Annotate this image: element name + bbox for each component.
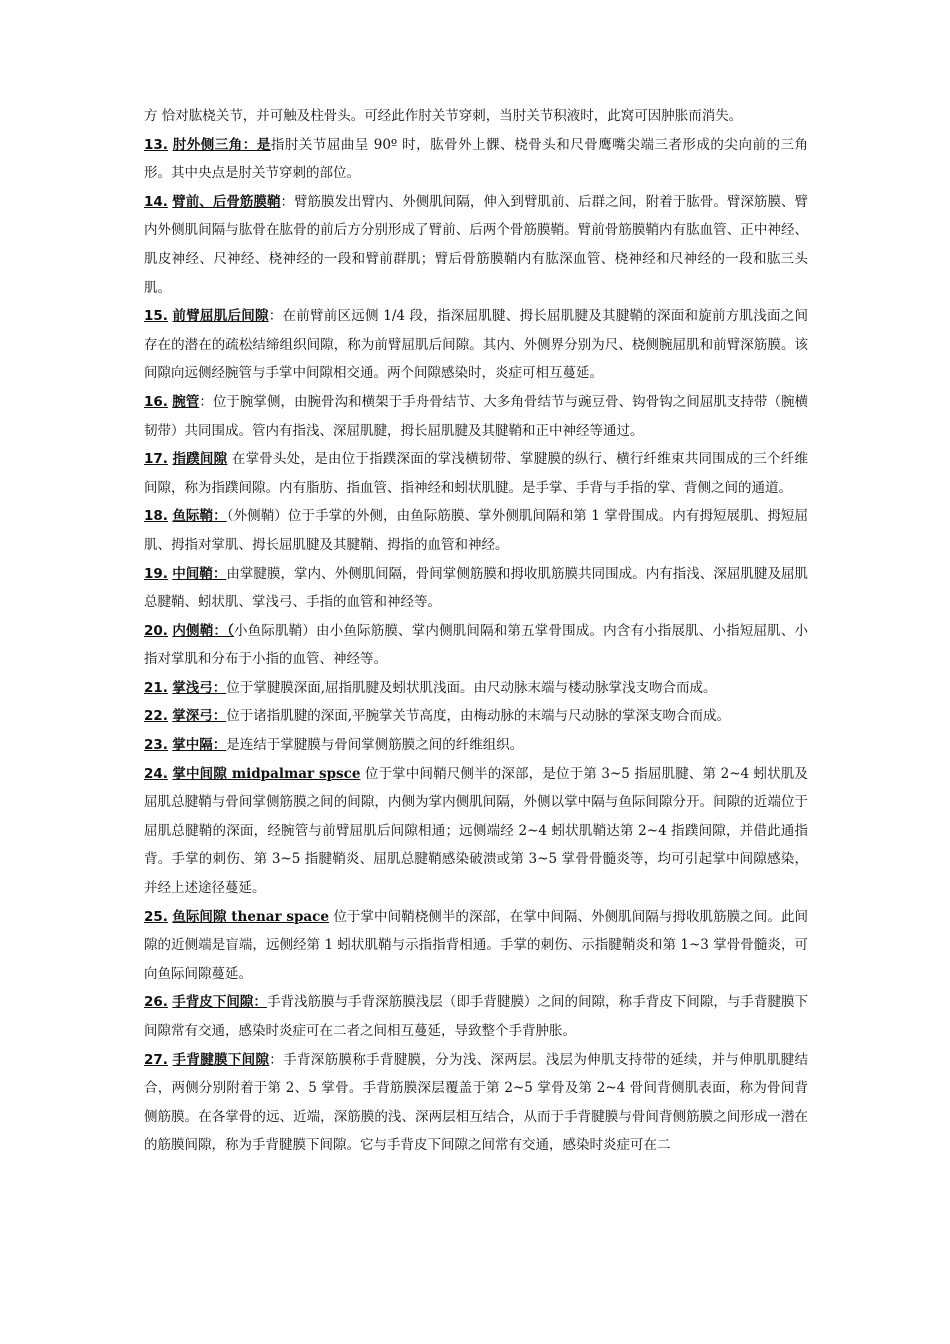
item-number: 21. bbox=[144, 679, 168, 696]
paragraph-body: ：手背深筋膜称手背腱膜，分为浅、深两层。浅层为伸肌支持带的延续，并与伸肌肌腱结合，两侧分别附着于第 2、5 掌骨。手背筋膜深层覆盖于第 2~5 掌骨及第 2~4 骨间背侧肌表面，称为骨间背侧筋膜。在各掌骨的远、近端，深筋膜的浅、深两层相互结合，从而于手背腱膜与骨间背侧筋膜之间形成一潜在的筋膜间隙，称为手背腱膜下间隙。它与手背皮下间隙之间常有交通，感染时炎症可在二 bbox=[144, 1051, 809, 1154]
paragraph-body: 由掌腱膜，掌内、外侧肌间隔，骨间掌侧筋膜和拇收肌筋膜共同围成。内有指浅、深屈肌腱及屈肌总腱鞘、蚓状肌、掌浅弓、手指的血管和神经等。 bbox=[144, 565, 809, 611]
paragraph-body: 是连结于掌腱膜与骨间掌侧筋膜之间的纤维组织。 bbox=[226, 737, 524, 754]
term-heading: 手背皮下间隙： bbox=[172, 994, 267, 1011]
paragraph-body: ：臂筋膜发出臂内、外侧肌间隔，伸入到臂肌前、后群之间，附着于肱骨。臂深筋膜、臂内外侧肌间隔与肱骨在肱骨的前后方分别形成了臂前、后两个骨筋膜鞘。臂前骨筋膜鞘内有肱血管、正中神经、肌皮神经、尺神经、桡神经的一段和臂前群肌；臂后骨筋膜鞘内有肱深血管、桡神经和尺神经的一段和肱三头肌。 bbox=[144, 193, 809, 296]
paragraph bbox=[144, 903, 808, 989]
paragraph bbox=[144, 102, 808, 131]
term-heading: 肘外侧三角：是 bbox=[172, 136, 271, 153]
paragraph bbox=[144, 1046, 808, 1160]
item-number: 14. bbox=[144, 193, 168, 210]
item-number: 19. bbox=[144, 565, 168, 582]
paragraph-body: 位于诸指肌腱的深面,平腕掌关节高度，由梅动脉的末端与尺动脉的掌深支吻合而成。 bbox=[226, 708, 731, 725]
paragraph-body: 手背浅筋膜与手背深筋膜浅层（即手背腱膜）之间的间隙，称手背皮下间隙，与手背腱膜下间隙常有交通，感染时炎症可在二者之间相互蔓延，导致整个手背肿胀。 bbox=[144, 994, 809, 1039]
term-heading: 臂前、后骨筋膜鞘 bbox=[172, 193, 281, 210]
term-heading: 掌中隔： bbox=[172, 737, 227, 754]
term-heading: 前臂屈肌后间隙 bbox=[172, 308, 269, 325]
term-heading: 手背腱膜下间隙 bbox=[172, 1051, 270, 1068]
term-heading: 鱼际间隙 thenar space bbox=[172, 908, 329, 925]
paragraph bbox=[144, 560, 808, 617]
paragraph bbox=[144, 131, 808, 188]
term-heading: 指蹼间隙 bbox=[172, 451, 228, 468]
term-heading: 内侧鞘：（ bbox=[172, 622, 234, 639]
term-heading: 掌中间隙 midpalmar spsce bbox=[172, 765, 361, 782]
paragraph-body: ：在前臂前区远侧 1/4 段，指深屈肌腱、拇长屈肌腱及其腱鞘的深面和旋前方肌浅面之间存在的潜在的疏松结缔组织间隙，称为前臂屈肌后间隙。其内、外侧界分别为尺、桡侧腕屈肌和前臂深筋膜。该间隙向远侧经腕管与手掌中间隙相交通。两个间隙感染时，炎症可相互蔓延。 bbox=[144, 308, 809, 382]
paragraph-body: 方 恰对肱桡关节，并可触及柱骨头。可经此作肘关节穿刺，当肘关节积液时，此窝可因肿胀而消失。 bbox=[144, 108, 743, 124]
item-number: 25. bbox=[144, 908, 168, 925]
paragraph bbox=[144, 617, 808, 674]
paragraph bbox=[144, 188, 808, 302]
term-heading: 中间鞘： bbox=[172, 565, 227, 582]
paragraph-body: 位于掌中间鞘桡侧半的深部，在掌中间隔、外侧肌间隔与拇收肌筋膜之间。此间隙的近侧端是盲端，远侧经第 1 蚓状肌鞘与示指指背相通。手掌的刺伤、示指腱鞘炎和第 1~3 掌骨骨髓炎，可向鱼际间隙蔓延。 bbox=[144, 908, 809, 982]
text-content bbox=[144, 102, 808, 1160]
paragraph bbox=[144, 388, 808, 445]
item-number: 18. bbox=[144, 508, 168, 525]
item-number: 27. bbox=[144, 1051, 168, 1068]
paragraph bbox=[144, 731, 808, 760]
paragraph-body: ：位于腕掌侧，由腕骨沟和横架于手舟骨结节、大多角骨结节与豌豆骨、钩骨钩之间屈肌支持带（腕横韧带）共同围成。管内有指浅、深屈肌腱，拇长屈肌腱及其腱鞘和正中神经等通过。 bbox=[144, 393, 809, 439]
term-heading: 腕管 bbox=[172, 393, 200, 410]
term-heading: 掌浅弓： bbox=[172, 679, 227, 696]
paragraph-body: 小鱼际肌鞘）由小鱼际筋膜、掌内侧肌间隔和第五掌骨围成。内含有小指展肌、小指短屈肌、小指对掌肌和分布于小指的血管、神经等。 bbox=[144, 622, 809, 668]
paragraph bbox=[144, 445, 808, 502]
item-number: 26. bbox=[144, 994, 168, 1011]
item-number: 17. bbox=[144, 451, 168, 468]
item-number: 24. bbox=[144, 765, 168, 782]
item-number: 20. bbox=[144, 622, 168, 639]
item-number: 23. bbox=[144, 737, 168, 754]
paragraph-body: （外侧鞘）位于手掌的外侧，由鱼际筋膜、掌外侧肌间隔和第 1 掌骨围成。内有拇短展肌、拇短屈肌、拇指对掌肌、拇长屈肌腱及其腱鞘、拇指的血管和神经。 bbox=[144, 508, 809, 553]
term-heading: 鱼际鞘： bbox=[172, 508, 227, 525]
paragraph bbox=[144, 674, 808, 703]
paragraph bbox=[144, 702, 808, 731]
paragraph-body: 位于掌腱膜深面,屈指肌腱及蚓状肌浅面。由尺动脉末端与楼动脉掌浅支吻合而成。 bbox=[226, 679, 717, 696]
paragraph bbox=[144, 988, 808, 1045]
paragraph bbox=[144, 502, 808, 559]
term-heading: 掌深弓： bbox=[172, 708, 227, 725]
paragraph bbox=[144, 302, 808, 388]
paragraph-body: 在掌骨头处，是由位于指蹼深面的掌浅横韧带、掌腱膜的纵行、横行纤维束共同围成的三个纤维间隙，称为指蹼间隙。内有脂肪、指血管、指神经和蚓状肌腱。是手掌、手背与手指的掌、背侧之间的通道。 bbox=[144, 451, 809, 496]
item-number: 22. bbox=[144, 708, 168, 725]
item-number: 13. bbox=[144, 136, 168, 153]
paragraph bbox=[144, 760, 808, 903]
paragraph-body: 位于掌中间鞘尺侧半的深部，是位于第 3~5 指屈肌腱、第 2~4 蚓状肌及屈肌总腱鞘与骨间掌侧筋膜之间的间隙，内侧为掌内侧肌间隔，外侧以掌中隔与鱼际间隙分开。间隙的近端位于屈肌总腱鞘的深面，经腕管与前臂屈肌后间隙相通；远侧端经 2~4 蚓状肌鞘达第 2~4 指蹼间隙，并借此通指背。手掌的刺伤、第 3~5 指腱鞘炎、屈肌总腱鞘感染破溃或第 3~5 掌骨骨髓炎等，均可引起掌中间隙感染，并经上述途径蔓延。 bbox=[144, 765, 808, 897]
paragraph-body: 指肘关节屈曲呈 90º 时，肱骨外上髁、桡骨头和尺骨鹰嘴尖端三者形成的尖向前的三角形。其中央点是肘关节穿刺的部位。 bbox=[144, 136, 809, 182]
item-number: 16. bbox=[144, 393, 168, 410]
item-number: 15. bbox=[144, 308, 168, 325]
